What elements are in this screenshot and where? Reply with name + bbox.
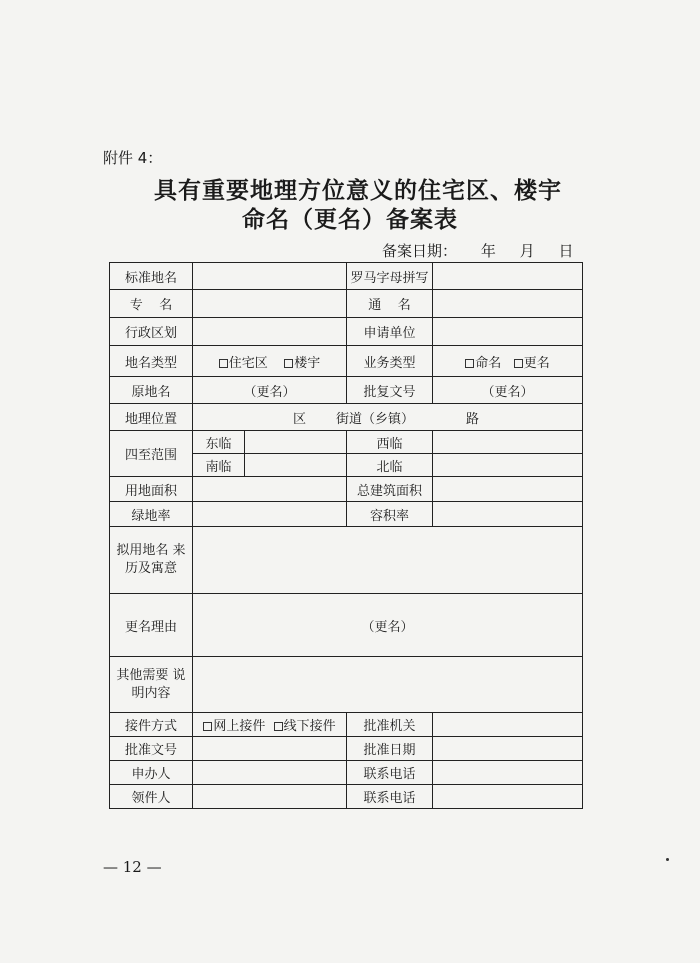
checkbox-offline[interactable] (274, 722, 283, 731)
label-total-floor-area: 总建筑面积 (347, 477, 433, 502)
option-residential: 住宅区 (228, 355, 268, 371)
label-east: 东临 (193, 431, 245, 454)
value-applicant[interactable] (433, 318, 583, 346)
checkbox-online[interactable] (203, 722, 212, 731)
value-collector[interactable] (193, 785, 347, 809)
filing-form-table (109, 262, 583, 809)
label-land-area: 用地面积 (110, 477, 193, 502)
place-type-options (193, 346, 347, 377)
location-street: 街道（乡镇） (336, 411, 415, 427)
label-north: 北临 (347, 454, 433, 477)
value-plot-ratio[interactable] (433, 502, 583, 527)
label-receive-method: 接件方式 (110, 713, 193, 737)
label-rename-reason: 更名理由 (110, 594, 193, 657)
option-naming: 命名 (475, 355, 502, 371)
value-standard-name[interactable] (193, 263, 347, 290)
option-renaming: 更名 (523, 355, 550, 371)
label-original-name: 原地名 (110, 377, 193, 404)
label-business-type: 业务类型 (347, 346, 433, 377)
value-south[interactable] (245, 454, 347, 477)
value-total-floor-area[interactable] (433, 477, 583, 502)
label-green-ratio: 绿地率 (110, 502, 193, 527)
value-location[interactable] (193, 404, 583, 431)
value-original-name[interactable]: （更名） (193, 377, 347, 404)
form-title-line2: 命名（更名）备案表 (242, 206, 458, 233)
page-number: — 12 — (103, 858, 162, 876)
value-specific-name[interactable] (193, 290, 347, 318)
checkbox-renaming[interactable] (514, 359, 523, 368)
value-origin-meaning[interactable] (193, 527, 583, 594)
label-south: 南临 (193, 454, 245, 477)
checkbox-residential[interactable] (219, 359, 228, 368)
label-boundaries: 四至范围 (110, 431, 193, 477)
value-approval-date[interactable] (433, 737, 583, 761)
label-standard-name: 标准地名 (110, 263, 193, 290)
value-admin-area[interactable] (193, 318, 347, 346)
label-collector: 领件人 (110, 785, 193, 809)
label-other-info: 其他需要 说明内容 (110, 657, 193, 713)
value-other-info[interactable] (193, 657, 583, 713)
label-approval-date: 批准日期 (347, 737, 433, 761)
label-specific-name: 专 名 (110, 290, 193, 318)
filing-date: 备案日期： 年 月 日 (382, 242, 574, 260)
value-approval-doc-no[interactable]: （更名） (433, 377, 583, 404)
value-approval-no[interactable] (193, 737, 347, 761)
label-place-type: 地名类型 (110, 346, 193, 377)
label-roman-spelling: 罗马字母拼写 (347, 263, 433, 290)
label-contact-phone-2: 联系电话 (347, 785, 433, 809)
location-district: 区 (293, 411, 307, 427)
label-approval-no: 批准文号 (110, 737, 193, 761)
receive-method-options (193, 713, 347, 737)
label-generic-name: 通 名 (347, 290, 433, 318)
attachment-label: 附件 4： (103, 149, 163, 167)
label-location: 地理位置 (110, 404, 193, 431)
label-applicant: 申请单位 (347, 318, 433, 346)
label-plot-ratio: 容积率 (347, 502, 433, 527)
value-north[interactable] (433, 454, 583, 477)
value-west[interactable] (433, 431, 583, 454)
location-road: 路 (466, 411, 480, 427)
scan-speck (666, 858, 669, 861)
value-east[interactable] (245, 431, 347, 454)
label-admin-area: 行政区划 (110, 318, 193, 346)
value-roman-spelling[interactable] (433, 263, 583, 290)
label-origin-meaning: 拟用地名 来历及寓意 (110, 527, 193, 594)
label-west: 西临 (347, 431, 433, 454)
value-handler[interactable] (193, 761, 347, 785)
option-online: 网上接件 (213, 719, 266, 734)
form-title-line1: 具有重要地理方位意义的住宅区、楼宇 (154, 177, 562, 204)
value-contact-phone-2[interactable] (433, 785, 583, 809)
option-offline: 线下接件 (283, 719, 336, 734)
checkbox-building[interactable] (284, 359, 293, 368)
checkbox-naming[interactable] (465, 359, 474, 368)
label-handler: 申办人 (110, 761, 193, 785)
label-approving-authority: 批准机关 (347, 713, 433, 737)
option-building: 楼宇 (294, 355, 321, 371)
value-approving-authority[interactable] (433, 713, 583, 737)
label-approval-doc-no: 批复文号 (347, 377, 433, 404)
value-green-ratio[interactable] (193, 502, 347, 527)
value-generic-name[interactable] (433, 290, 583, 318)
value-rename-reason[interactable]: （更名） (193, 594, 583, 657)
value-land-area[interactable] (193, 477, 347, 502)
business-type-options (433, 346, 583, 377)
value-contact-phone-1[interactable] (433, 761, 583, 785)
label-contact-phone-1: 联系电话 (347, 761, 433, 785)
